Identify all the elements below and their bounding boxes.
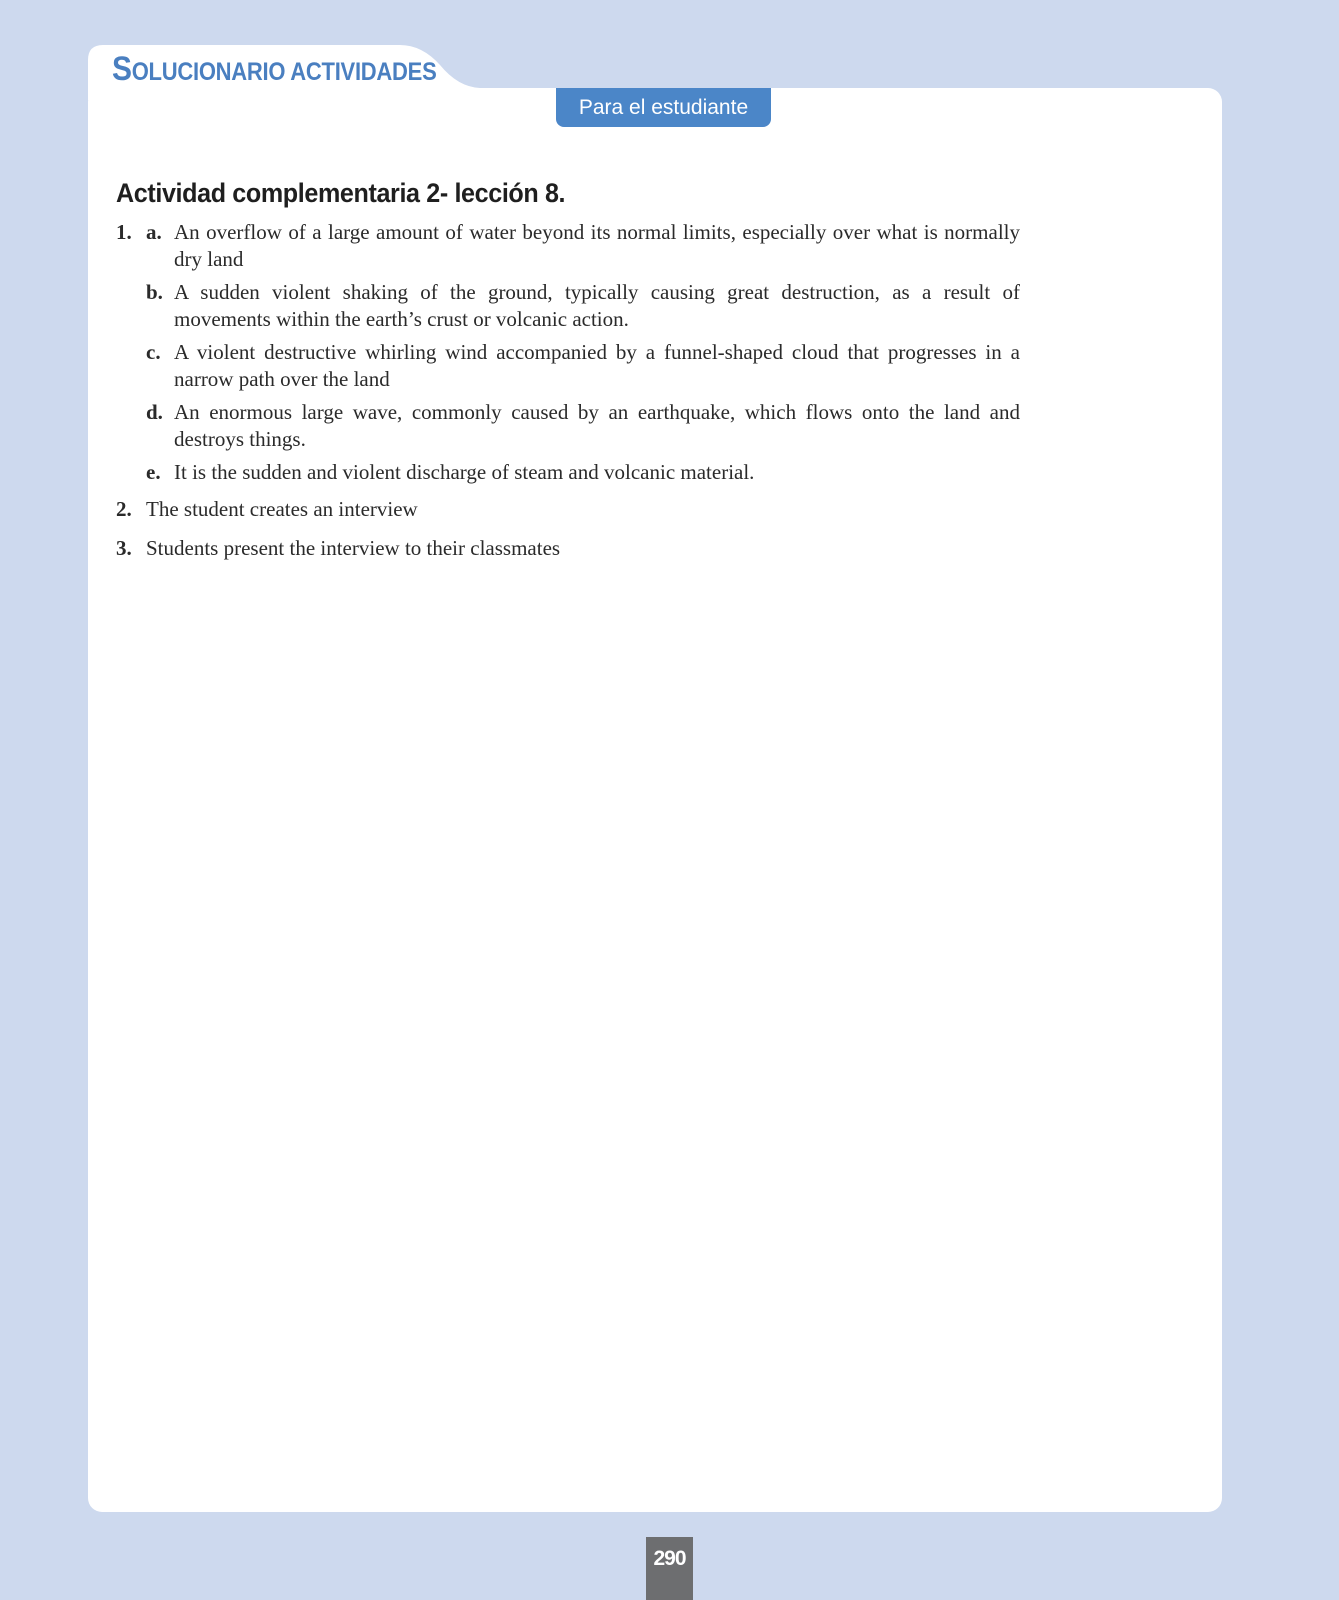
question-text: The student creates an interview — [146, 497, 418, 521]
sub-answer-a — [146, 219, 1020, 273]
sub-answer-letter: e. — [146, 460, 161, 484]
student-badge: Para el estudiante — [556, 88, 771, 127]
section-title-initial: S — [112, 50, 132, 88]
sub-answer-e — [146, 459, 1020, 486]
sub-answer-text: A violent destructive whirling wind accompanied by a funnel-shaped cloud that progresses in a narrow path over the land — [174, 340, 1020, 391]
page-number: 290 — [646, 1537, 693, 1600]
sub-answer-list — [146, 219, 1020, 486]
sub-answer-letter: c. — [146, 340, 161, 364]
question-3 — [116, 535, 1020, 562]
sub-answer-d — [146, 399, 1020, 453]
sub-answer-letter: b. — [146, 280, 163, 304]
activity-title: Actividad complementaria 2- lección 8. — [116, 178, 566, 208]
question-1 — [116, 219, 1020, 486]
sub-answer-b — [146, 279, 1020, 333]
question-number: 3. — [116, 536, 132, 560]
question-text: Students present the interview to their classmates — [146, 536, 561, 560]
sub-answer-letter: a. — [146, 220, 162, 244]
section-title-rest: OLUCIONARIO ACTIVIDADES — [131, 58, 437, 86]
answer-content — [116, 178, 1020, 562]
sub-answer-text: An overflow of a large amount of water beyond its normal limits, especially over what is normally dry land — [174, 220, 1020, 271]
question-2 — [116, 496, 1020, 523]
sub-answer-text: An enormous large wave, commonly caused by an earthquake, which flows onto the land and destroys things. — [174, 400, 1020, 451]
question-number: 2. — [116, 497, 132, 521]
section-title — [112, 50, 437, 89]
sub-answer-text: A sudden violent shaking of the ground, typically causing great destruction, as a result of movements within the earth’s crust or volcanic action. — [174, 280, 1020, 331]
sub-answer-text: It is the sudden and violent discharge of steam and volcanic material. — [174, 460, 755, 484]
sub-answer-c — [146, 339, 1020, 393]
sub-answer-letter: d. — [146, 400, 163, 424]
question-number: 1. — [116, 220, 132, 244]
